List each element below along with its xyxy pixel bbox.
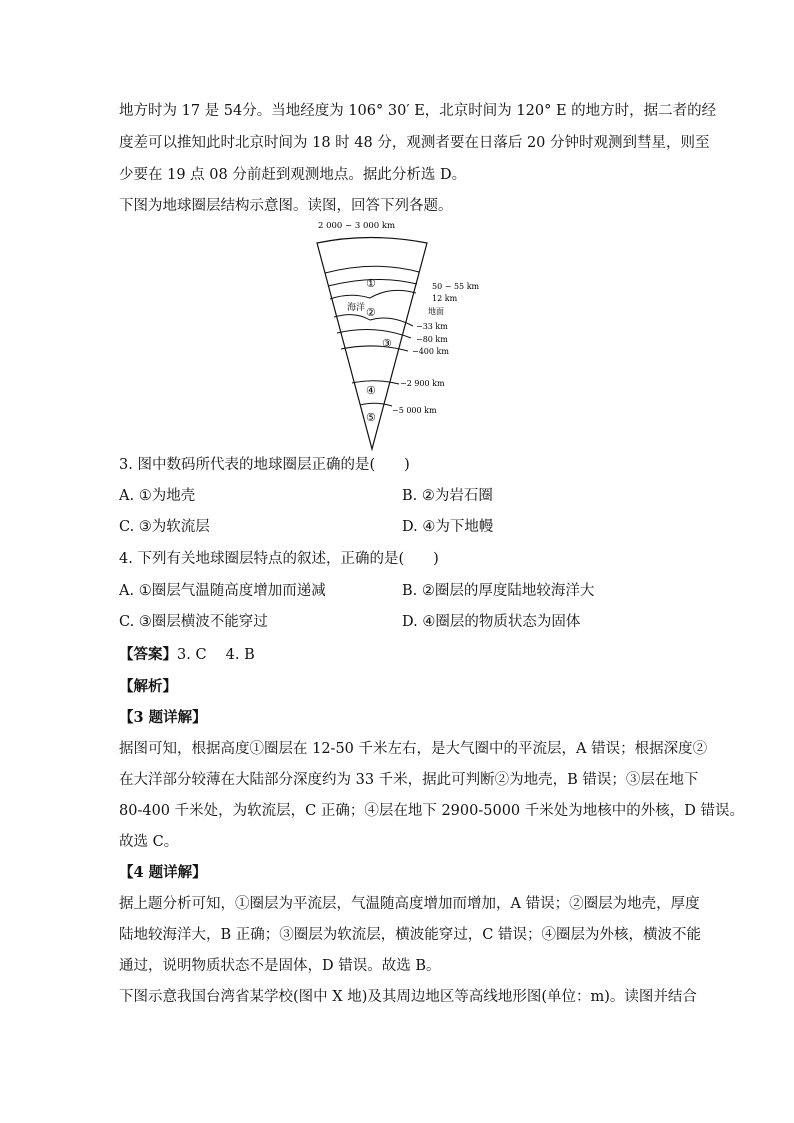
depth-label: 12 km: [432, 294, 458, 303]
layer-boundary: [325, 266, 419, 273]
ocean-surface: [330, 290, 416, 299]
option-b: B. ②为岩石圈: [402, 488, 493, 504]
text-line: 陆地较海洋大，B 正确；③圈层为软流层，横波能穿过，C 错误；④圈层为外核，横波不能: [119, 927, 701, 943]
q3-detail-label: 【3 题详解】: [119, 709, 207, 726]
layer-number: ①: [366, 277, 376, 290]
ocean-label: 海洋: [347, 303, 366, 313]
layer-number: ②: [366, 306, 376, 319]
depth-label: −400 km: [412, 347, 449, 356]
depth-label: 地面: [428, 307, 444, 316]
question-3-stem: 3. 图中数码所代表的地球圈层正确的是( ): [119, 457, 410, 473]
layer-number: ⑤: [366, 411, 376, 424]
text-line: 少要在 19 点 08 分前赶到观测地点。据此分析选 D。: [119, 167, 467, 183]
text-line: 在大洋部分较薄在大陆部分深度约为 33 千米，据此可判断②为地壳，B 错误；③层在地下: [119, 772, 699, 788]
text-line: 故选 C。: [119, 834, 179, 850]
text-line: 据图可知，根据高度①圈层在 12-50 千米左右，是大气圈中的平流层，A 错误；根据深度②: [119, 741, 708, 757]
option-c: C. ③圈层横波不能穿过: [119, 614, 268, 630]
layer-boundary: [337, 329, 411, 338]
text-line: 通过，说明物质状态不是固体，D 错误。故选 B。: [119, 958, 441, 974]
option-a: A. ①圈层气温随高度增加而递减: [119, 583, 326, 599]
layer-number: ③: [382, 337, 392, 350]
earth-layers-diagram: [300, 216, 500, 456]
option-a: A. ①为地壳: [119, 488, 196, 504]
text-line: 下图为地球圈层结构示意图。读图，回答下列各题。: [119, 198, 453, 214]
q4-detail-label: 【4 题详解】: [119, 864, 207, 881]
depth-label: −5 000 km: [392, 406, 437, 415]
depth-label: 50 ~ 55 km: [432, 282, 480, 291]
question-4-stem: 4. 下列有关地球圈层特点的叙述，正确的是( ): [119, 551, 439, 567]
depth-label: −33 km: [416, 322, 448, 331]
layer-boundary: [360, 403, 392, 406]
text-line: 地方时为 17 是 54分。当地经度为 106° 30′ E，北京时间为 120° E 的地方时，据二者的经: [119, 103, 717, 119]
option-d: D. ④为下地幔: [402, 519, 494, 535]
text-line: 据上题分析可知，①圈层为平流层，气温随高度增加而增加，A 错误；②圈层为地壳，厚度: [119, 896, 700, 912]
diagram-top-label: 2 000 ~ 3 000 km: [318, 221, 396, 231]
option-d: D. ④圈层的物质状态为固体: [402, 614, 581, 630]
option-c: C. ③为软流层: [119, 519, 210, 535]
text-line: 度差可以推知此时北京时间为 18 时 48 分，观测者要在日落后 20 分钟时观测到彗星，则至: [119, 135, 710, 151]
text-line: 80-400 千米处，为软流层，C 正确；④层在地下 2900-5000 千米处为地核中的外核，D 错误。: [119, 803, 744, 819]
text-line: 下图示意我国台湾省某学校(图中 X 地)及其周边地区等高线地形图(单位：m)。读图并结合: [119, 989, 697, 1005]
answer-label: 【答案】: [119, 646, 177, 663]
answer-text: 3. C 4. B: [177, 647, 255, 663]
depth-label: −2 900 km: [400, 379, 445, 388]
answer-line: [119, 645, 679, 665]
analysis-label: 【解析】: [119, 678, 177, 695]
option-b: B. ②圈层的厚度陆地较海洋大: [402, 583, 595, 599]
layer-number: ④: [366, 384, 376, 397]
depth-label: −80 km: [416, 335, 448, 344]
